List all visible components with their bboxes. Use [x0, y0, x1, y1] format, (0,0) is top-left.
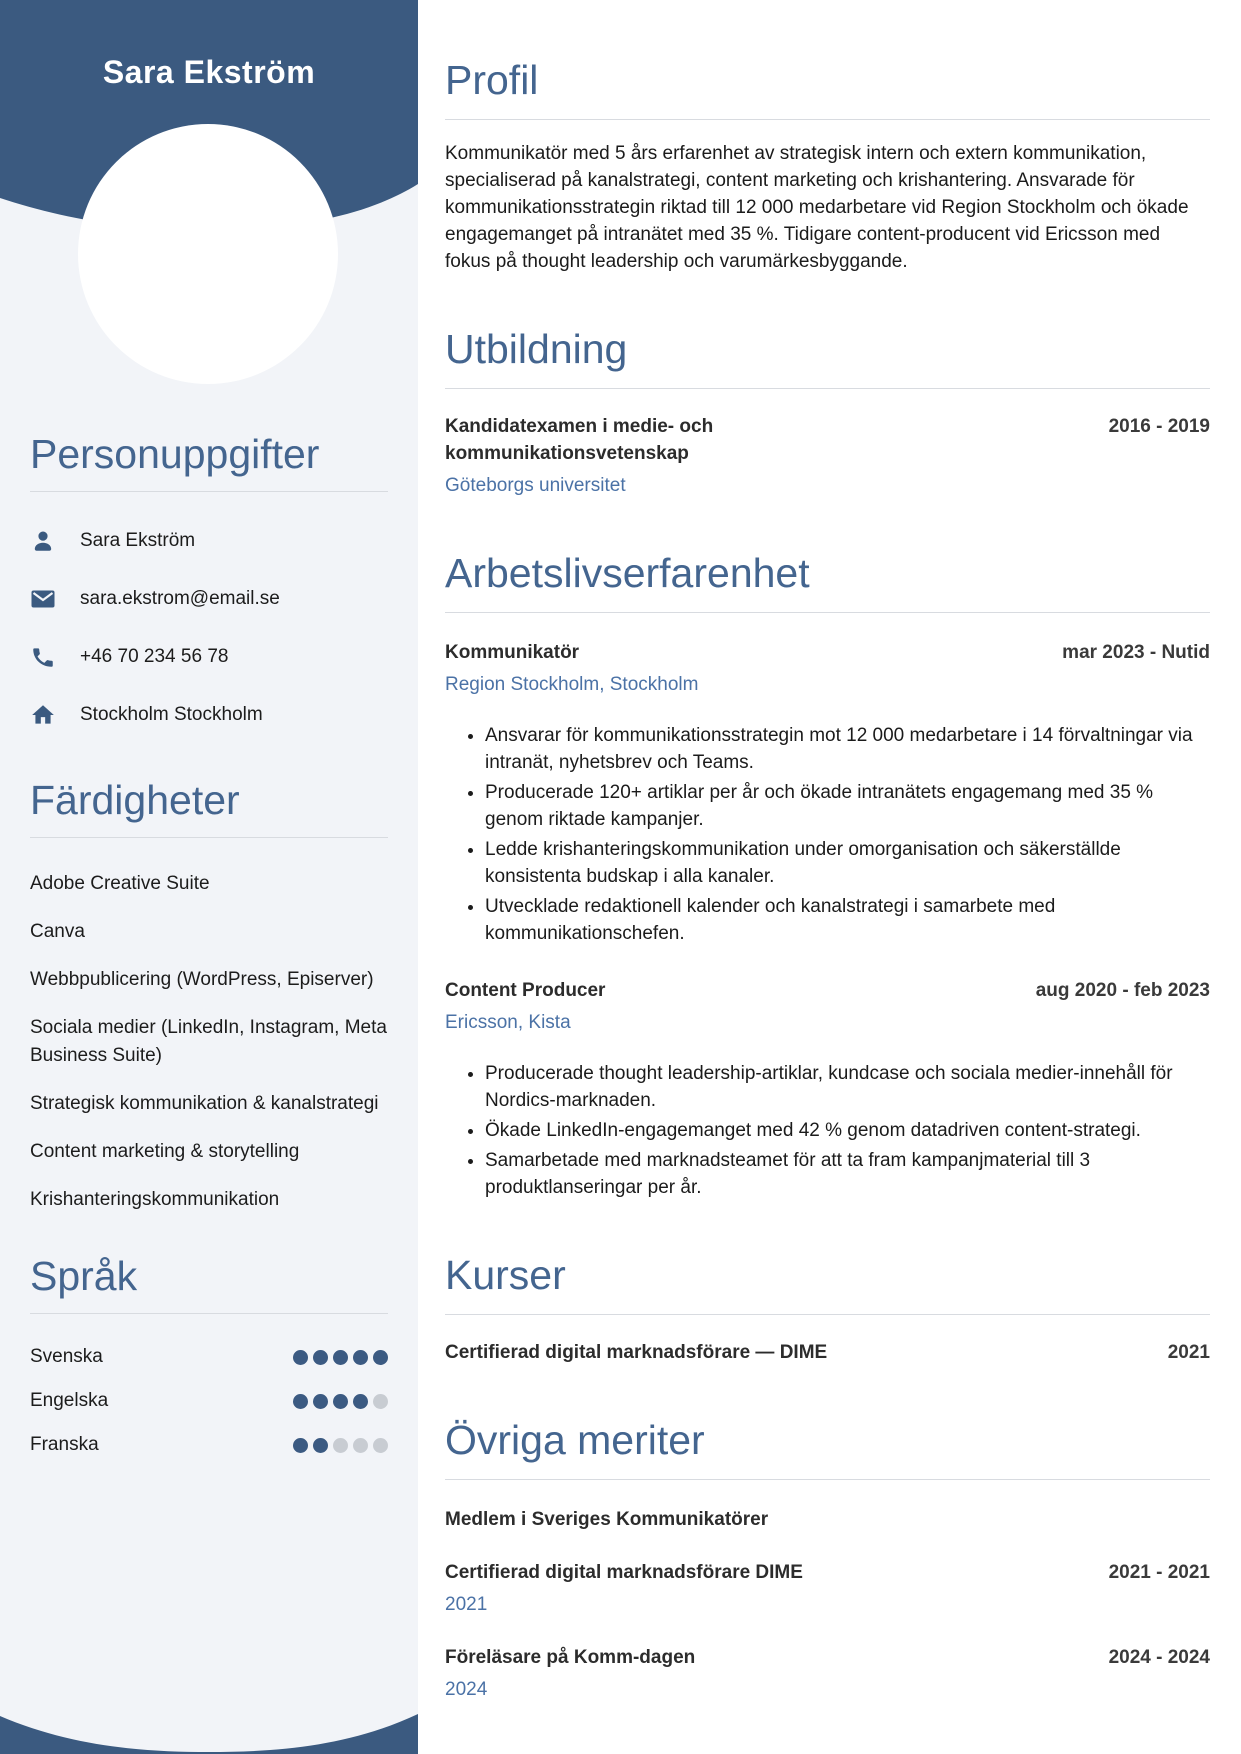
home-icon [30, 702, 56, 728]
course-dates: 2021 [1167, 1342, 1210, 1364]
job-company: Region Stockholm, Stockholm [445, 674, 699, 696]
skill-item: Strategisk kommunikation & kanalstrategi [30, 1093, 379, 1115]
sidebar-content [0, 0, 418, 1456]
education-section [445, 327, 1210, 499]
language-item [30, 1346, 388, 1368]
language-item [30, 1434, 388, 1456]
education-entry [445, 413, 1210, 499]
contact-item-name [30, 528, 388, 554]
language-level-dots [293, 1394, 388, 1409]
email-icon [30, 586, 56, 612]
education-heading: Utbildning [445, 326, 628, 373]
level-dot-empty [333, 1438, 348, 1453]
skills-list [30, 870, 388, 1214]
merit-title: Certifierad digital marknadsförare DIME [445, 1562, 803, 1584]
level-dot-filled [313, 1350, 328, 1365]
merit-entry [445, 1506, 1210, 1533]
courses-heading: Kurser [445, 1252, 566, 1299]
job-dates: aug 2020 - feb 2023 [1035, 980, 1210, 1002]
merit-title: Medlem i Sveriges Kommunikatörer [445, 1509, 769, 1531]
job-bullet: • Ansvarar för kommunikationsstrategin mot 12 000 medarbetare i 14 förvaltningar via intranät, nyhetsbrev och Teams. [485, 722, 1210, 776]
level-dot-filled [353, 1350, 368, 1365]
skill-item: Content marketing & storytelling [30, 1141, 300, 1163]
job-bullet: • Producerade thought leadership-artiklar, kundcase och sociala medier-innehåll för Nordics-marknaden. [485, 1060, 1210, 1114]
personal-details-heading: Personuppgifter [30, 431, 320, 477]
level-dot-empty [373, 1394, 388, 1409]
contact-item-email [30, 586, 388, 612]
profile-heading: Profil [445, 57, 539, 103]
main-content [418, 0, 1241, 1754]
job-title: Kommunikatör [445, 642, 580, 664]
courses-section [445, 1253, 1210, 1366]
merit-entries [445, 1506, 1210, 1703]
contact-list [30, 528, 388, 728]
divider [445, 388, 1210, 389]
divider [445, 1314, 1210, 1315]
divider [445, 1479, 1210, 1480]
course-entries [445, 1339, 1210, 1366]
job-bullet: • Producerade 120+ artiklar per år och ökade intranätets engagemang med 35 % genom riktade kampanjer. [485, 779, 1210, 833]
divider [30, 837, 388, 838]
level-dot-filled [293, 1438, 308, 1453]
contact-value: Sara Ekström [80, 530, 196, 552]
contact-value: +46 70 234 56 78 [80, 646, 229, 668]
languages-heading: Språk [30, 1253, 138, 1300]
skills-section [30, 778, 388, 1214]
merit-dates: 2024 - 2024 [1108, 1647, 1210, 1669]
merit-entry [445, 1644, 1210, 1703]
level-dot-filled [313, 1394, 328, 1409]
institution-name: Göteborgs universitet [445, 475, 626, 497]
other-merits-heading: Övriga meriter [445, 1417, 705, 1464]
sidebar [0, 0, 418, 1754]
personal-details-section [30, 432, 388, 728]
language-name: Engelska [30, 1390, 109, 1412]
education-entries [445, 413, 1210, 499]
contact-item-address [30, 702, 388, 728]
skill-item: Canva [30, 921, 85, 943]
skill-item: Krishanteringskommunikation [30, 1189, 280, 1211]
contact-value: sara.ekstrom@email.se [80, 588, 280, 610]
job-bullet: • Ledde krishanteringskommunikation under omorganisation och säkerställde konsistenta budskap i alla kanaler. [485, 836, 1210, 890]
job-company: Ericsson, Kista [445, 1012, 571, 1034]
job-bullet-list [445, 1060, 1210, 1201]
level-dot-filled [293, 1350, 308, 1365]
level-dot-filled [313, 1438, 328, 1453]
merit-year: 2021 [445, 1594, 488, 1616]
skill-item: Webbpublicering (WordPress, Episerver) [30, 969, 374, 991]
level-dot-empty [373, 1438, 388, 1453]
profile-text: Kommunikatör med 5 års erfarenhet av strategisk intern och extern kommunikation, specialiserad på kanalstrategi, content marketing och krishantering. Ansvarade för kommunikationsstrategin riktad till 12 000 medarbetare vid Region Stockholm och ökade engagemanget på intranätet med 35 %. Tidigare content-producent vid Ericsson med fokus på thought leadership och varumärkesbyggande. [445, 143, 1189, 273]
level-dot-filled [333, 1394, 348, 1409]
experience-section [445, 551, 1210, 1201]
phone-icon [30, 644, 56, 670]
job-entry [445, 977, 1210, 1201]
user-icon [30, 528, 56, 554]
contact-item-phone [30, 644, 388, 670]
divider [445, 119, 1210, 120]
job-entry [445, 639, 1210, 947]
job-dates: mar 2023 - Nutid [1062, 642, 1210, 664]
skills-heading: Färdigheter [30, 777, 240, 824]
job-bullet-list [445, 722, 1210, 947]
language-level-dots [293, 1350, 388, 1365]
education-dates: 2016 - 2019 [1108, 416, 1210, 438]
merit-year: 2024 [445, 1679, 488, 1701]
course-entry [445, 1339, 1210, 1366]
level-dot-filled [333, 1350, 348, 1365]
languages-section [30, 1254, 388, 1456]
job-bullet: • Samarbetade med marknadsteamet för att ta fram kampanjmaterial till 3 produktlanseringar per år. [485, 1147, 1210, 1201]
other-merits-section [445, 1418, 1210, 1703]
merit-dates: 2021 - 2021 [1108, 1562, 1210, 1584]
experience-heading: Arbetslivserfarenhet [445, 550, 810, 597]
job-title: Content Producer [445, 980, 606, 1002]
footer-curve-shape [0, 1684, 418, 1754]
language-level-dots [293, 1438, 388, 1453]
languages-list [30, 1346, 388, 1456]
skill-item: Adobe Creative Suite [30, 873, 210, 895]
job-entries [445, 639, 1210, 1201]
course-title: Certifierad digital marknadsförare — DIME [445, 1342, 828, 1364]
level-dot-empty [353, 1438, 368, 1453]
divider [30, 491, 388, 492]
job-bullet: • Ökade LinkedIn-engagemanget med 42 % genom datadriven content-strategi. [485, 1117, 1210, 1144]
level-dot-filled [373, 1350, 388, 1365]
divider [30, 1313, 388, 1314]
degree-title: Kandidatexamen i medie- och kommunikationsvetenskap [445, 416, 714, 465]
candidate-name: Sara Ekström [102, 54, 316, 90]
profile-section [445, 58, 1210, 275]
language-item [30, 1390, 388, 1412]
level-dot-filled [293, 1394, 308, 1409]
merit-entry [445, 1559, 1210, 1618]
sidebar-footer-shape [0, 1684, 418, 1754]
divider [445, 612, 1210, 613]
merit-title: Föreläsare på Komm-dagen [445, 1647, 696, 1669]
skill-item: Sociala medier (LinkedIn, Instagram, Meta Business Suite) [30, 1017, 387, 1067]
language-name: Franska [30, 1434, 99, 1456]
contact-value: Stockholm Stockholm [80, 704, 263, 726]
job-bullet: • Utvecklade redaktionell kalender och kanalstrategi i samarbete med kommunikationschefen. [485, 893, 1210, 947]
language-name: Svenska [30, 1346, 103, 1368]
level-dot-filled [353, 1394, 368, 1409]
